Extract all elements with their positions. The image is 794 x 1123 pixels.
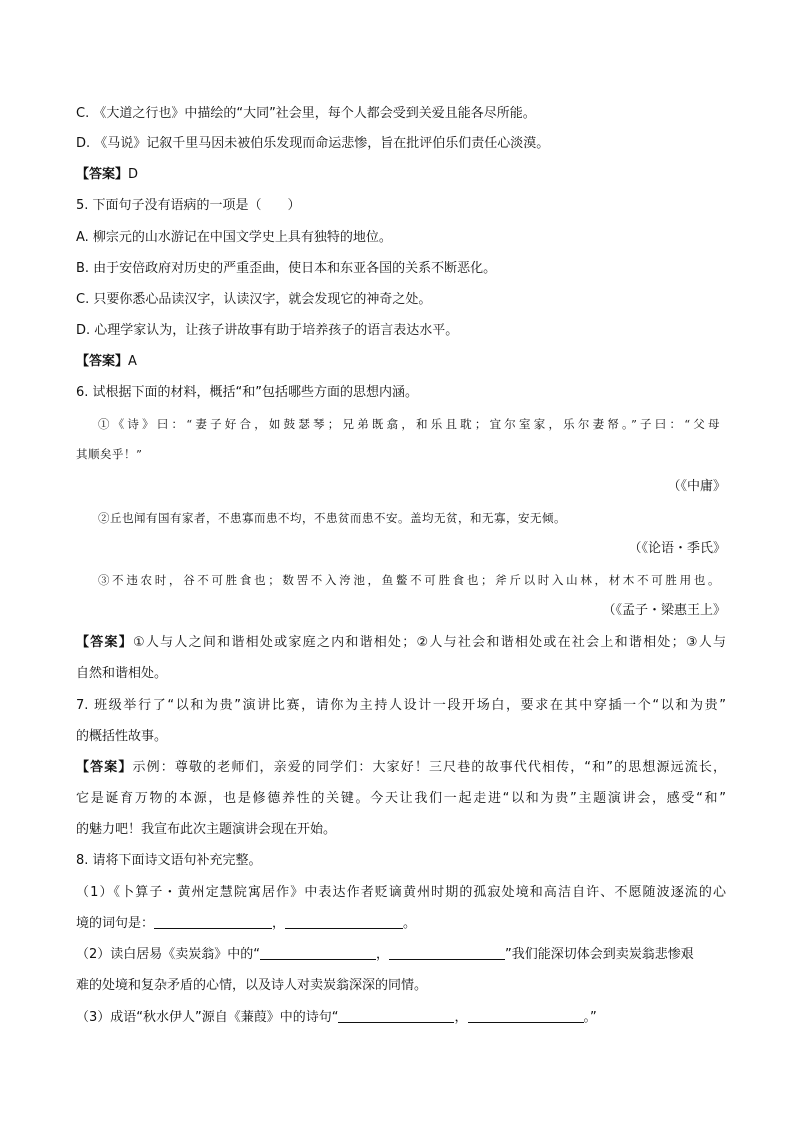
answer-blank[interactable] <box>285 914 403 929</box>
question-5: 5. 下面句子没有语病的一项是（ ） <box>76 198 301 213</box>
text: ， <box>376 947 390 962</box>
answer-6-line-2: 自然和谐相处。 <box>76 666 168 681</box>
answer-6-line-1 <box>76 633 726 653</box>
question-7-line-1: 7. 班级举行了“以和为贵”演讲比赛，请你为主持人设计一段开场白，要求在其中穿插一个“以和为贵” <box>76 698 726 713</box>
question-8-1-line-2 <box>76 914 726 934</box>
text: 。” <box>583 1010 597 1025</box>
answer-blank[interactable] <box>260 945 376 960</box>
question-8-3 <box>76 1008 726 1028</box>
answer-value: D <box>128 167 139 182</box>
material-1-source: （《中庸》 <box>667 479 726 494</box>
text: ， <box>454 1010 468 1025</box>
answer-7-line-1 <box>76 758 726 778</box>
answer-blank[interactable] <box>468 1008 584 1023</box>
question-5-option-d: D. 心理学家认为，让孩子讲故事有助于培养孩子的语言表达水平。 <box>76 323 459 338</box>
answer-5 <box>76 352 726 372</box>
question-7-line-2: 的概括性故事。 <box>76 729 168 744</box>
question-8-2-line-1 <box>76 945 726 965</box>
option-d: D. 《马说》记叙千里马因未被伯乐发现而命运悲惨，旨在批评伯乐们责任心淡漠。 <box>76 136 550 151</box>
answer-tag: 【答案】 <box>76 760 133 775</box>
answer-blank[interactable] <box>389 945 505 960</box>
option-c: C. 《大道之行也》中描绘的“大同”社会里，每个人都会受到关爱且能各尽所能。 <box>76 106 536 121</box>
answer-text: 示例：尊敬的老师们，亲爱的同学们：大家好！三尺巷的故事代代相传，“和”的思想源远流长， <box>132 760 726 775</box>
question-8: 8. 请将下面诗文语句补充完整。 <box>76 853 262 868</box>
answer-tag: 【答案】 <box>76 167 129 182</box>
answer-4 <box>76 165 726 185</box>
text: ， <box>272 916 286 931</box>
answer-blank[interactable] <box>338 1008 454 1023</box>
material-1-line-1: ①《诗》曰：“妻子好合，如鼓瑟琴；兄弟既翕，和乐且耽；宜尔室家，乐尔妻帑。”子曰：“父母 <box>98 417 720 431</box>
question-5-option-a: A. 柳宗元的山水游记在中国文学史上具有独特的地位。 <box>76 230 392 245</box>
text: ”我们能深切体会到卖炭翁悲惨艰 <box>505 947 694 962</box>
material-1-line-2: 其顺矣乎！” <box>76 447 143 461</box>
answer-tag: 【答案】 <box>76 354 129 369</box>
text: （2）读白居易《卖炭翁》中的“ <box>76 947 261 962</box>
question-8-2-line-2: 难的处境和复杂矛盾的心情，以及诗人对卖炭翁深深的同情。 <box>76 978 428 993</box>
answer-7-line-2: 它是诞育万物的本源，也是修德养性的关键。今天让我们一起走进“以和为贵”主题演讲会，感受“和” <box>76 791 726 806</box>
answer-blank[interactable] <box>154 914 272 929</box>
answer-7-line-3: 的魅力吧！我宣布此次主题演讲会现在开始。 <box>76 822 337 837</box>
text: 境的词句是： <box>76 916 155 931</box>
text: 。 <box>403 916 417 931</box>
answer-text: ①人与人之间和谐相处或家庭之内和谐相处；②人与社会和谐相处或在社会上和谐相处；③人与 <box>132 635 726 650</box>
material-2: ②丘也闻有国有家者，不患寡而患不均，不患贫而患不安。盖均无贫，和无寡，安无倾。 <box>98 511 566 525</box>
question-5-option-b: B. 由于安倍政府对历史的严重歪曲，使日本和东亚各国的关系不断恶化。 <box>76 261 497 276</box>
question-8-1-line-1: （1）《卜算子・黄州定慧院寓居作》中表达作者贬谪黄州时期的孤寂处境和高洁自许、不愿随波逐流的心 <box>76 885 726 900</box>
material-2-source: （《论语・季氏》 <box>628 541 726 556</box>
text: （3）成语“秋水伊人”源自《蒹葭》中的诗句“ <box>76 1010 339 1025</box>
material-3: ③不违农时，谷不可胜食也；数罟不入洿池，鱼鳖不可胜食也；斧斤以时入山林，材木不可胜用也。 <box>98 573 720 587</box>
answer-tag: 【答案】 <box>76 635 133 650</box>
answer-value: A <box>128 354 137 369</box>
question-5-option-c: C. 只要你悉心品读汉字，认读汉字，就会发现它的神奇之处。 <box>76 292 432 307</box>
question-6: 6. 试根据下面的材料，概括“和”包括哪些方面的思想内涵。 <box>76 385 419 400</box>
material-3-source: （《孟子・梁惠王上》 <box>602 603 726 618</box>
